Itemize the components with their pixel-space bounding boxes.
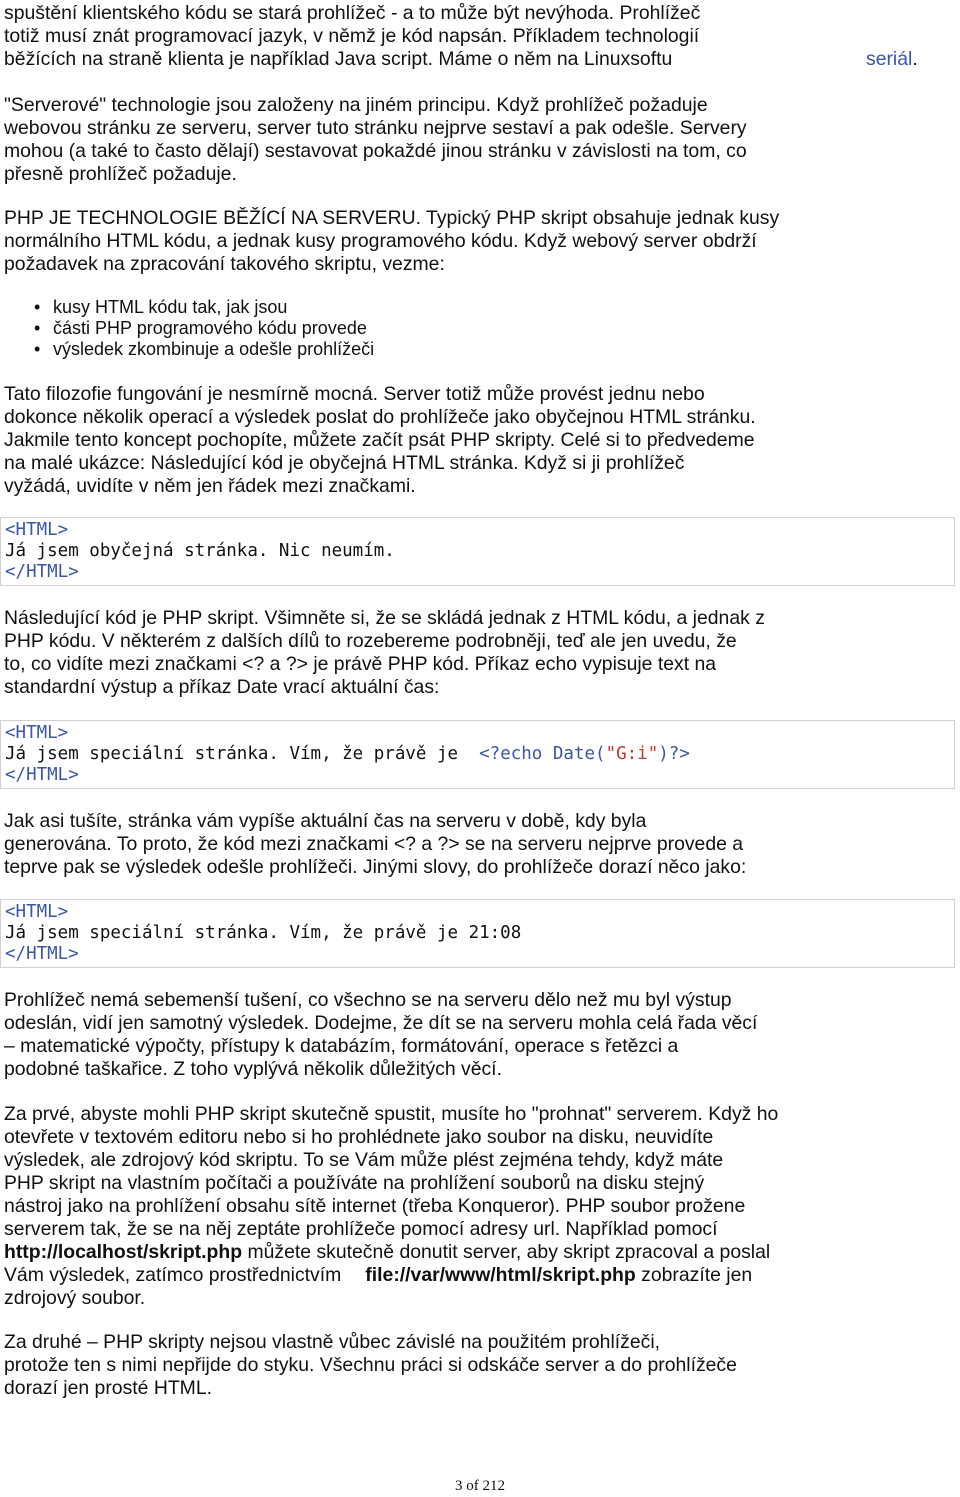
- list-item: • kusy HTML kódu tak, jak jsou: [0, 297, 374, 318]
- text-line: Prohlížeč nemá sebemenší tušení, co všechno se na serveru dělo než mu byl výstup: [4, 989, 732, 1011]
- text-line: teprve pak se výsledek odešle prohlížeči. Jinými slovy, do prohlížeče dorazí něco jako:: [4, 856, 747, 878]
- text-line: na malé ukázce: Následující kód je obyčejná HTML stránka. Když si ji prohlížeč: [4, 452, 685, 474]
- code-body: Já jsem speciální stránka. Vím, že právě je: [5, 744, 480, 764]
- text-line: "Serverové" technologie jsou založeny na jiném principu. Když prohlížeč požaduje: [4, 94, 708, 116]
- text-line: [4, 1264, 950, 1287]
- file-url: file://var/www/html/skript.php: [365, 1264, 636, 1286]
- text-line: požadavek na zpracování takového skriptu, vezme:: [4, 253, 445, 275]
- paragraph-client-side: [4, 2, 950, 71]
- paragraph-php-script: [4, 607, 950, 699]
- text-line: zdrojový soubor.: [4, 1287, 146, 1309]
- text-line: normálního HTML kódu, a jednak kusy programového kódu. Když webový server obdrží: [4, 230, 757, 252]
- code-open-tag: <HTML>: [5, 520, 69, 540]
- text-line: PHP kódu. V některém z dalších dílů to rozebereme podrobněji, teď ale jen uvedu, že: [4, 630, 737, 652]
- text-line: serverem tak, že se na něj zeptáte prohlížeče pomocí adresy url. Například pomocí: [4, 1218, 718, 1240]
- php-close: )?>: [658, 744, 690, 764]
- text-line: – matematické výpočty, přístupy k databázím, formátování, operace s řetězci a: [4, 1035, 679, 1057]
- text-line: Za prvé, abyste mohli PHP skript skutečně spustit, musíte ho "prohnat" serverem. Když ho: [4, 1103, 779, 1125]
- text-line: dokonce několik operací a výsledek poslat do prohlížeče jako obyčejnou HTML stránku.: [4, 406, 756, 428]
- text-line: protože ten s nimi nepřijde do styku. Všechnu práci si odskáče server a do prohlížeče: [4, 1354, 737, 1376]
- paragraph-server-technologies: [4, 94, 950, 186]
- bullet-list: [0, 297, 374, 360]
- text-line: Jakmile tento koncept pochopíte, můžete začít psát PHP skripty. Celé si to předvedeme: [4, 429, 755, 451]
- text-line: podobné taškařice. Z toho vyplývá několik důležitých věcí.: [4, 1058, 502, 1080]
- paragraph-php-on-server: [4, 207, 950, 276]
- code-body: Já jsem obyčejná stránka. Nic neumím.: [5, 541, 395, 561]
- text-line: PHP JE TECHNOLOGIE BĚŽÍCÍ NA SERVERU. Typický PHP skript obsahuje jednak kusy: [4, 207, 780, 229]
- text-line: Jak asi tušíte, stránka vám vypíše aktuální čas na serveru v době, kdy byla: [4, 810, 647, 832]
- text-line: standardní výstup a příkaz Date vrací aktuální čas:: [4, 676, 440, 698]
- code-close-tag: </HTML>: [5, 562, 79, 582]
- code-open-tag: <HTML>: [5, 902, 69, 922]
- list-item: • části PHP programového kódu provede: [0, 318, 374, 339]
- serial-link-text[interactable]: seriál: [866, 48, 913, 70]
- text-line: dorazí jen prosté HTML.: [4, 1377, 212, 1399]
- code-open-tag: <HTML>: [5, 723, 69, 743]
- text-line: nástroj jako na prohlížení obsahu sítě internet (třeba Konqueror). PHP soubor prožene: [4, 1195, 746, 1217]
- paragraph-output-explained: [4, 810, 950, 879]
- code-close-tag: </HTML>: [5, 765, 79, 785]
- localhost-url: http://localhost/skript.php: [4, 1241, 243, 1263]
- text-line: vyžádá, uvidíte v něm jen řádek mezi značkami.: [4, 475, 416, 497]
- paragraph-browser-unaware: [4, 989, 950, 1081]
- text-line-rest: zobrazíte jen: [635, 1264, 753, 1286]
- text-line: mohou (a také to často dělají) sestavovat pokaždé jinou stránku v závislosti na tom, co: [4, 140, 747, 162]
- text-line: Za druhé – PHP skripty nejsou vlastně vůbec závislé na použitém prohlížeči,: [4, 1331, 661, 1353]
- text-line: [4, 1241, 950, 1264]
- text-line: odeslán, vidí jen samotný výsledek. Dodejme, že dít se na serveru mohla celá řada věcí: [4, 1012, 758, 1034]
- text-line: otevřete v textovém editoru nebo si ho prohlédnete jako soubor na disku, neuvidíte: [4, 1126, 714, 1148]
- text-line: totiž musí znát programovací jazyk, v němž je kód napsán. Příkladem technologií: [4, 25, 700, 47]
- text-line-start: běžících na straně klienta je například Java script. Máme o něm na Linuxsoftu: [4, 48, 673, 70]
- text-line: PHP skript na vlastním počítači a používáte na prohlížení souborů na disku stejný: [4, 1172, 705, 1194]
- paragraph-first-point: [4, 1103, 950, 1310]
- text-line: to, co vidíte mezi značkami <? a ?> je právě PHP kód. Příkaz echo vypisuje text na: [4, 653, 717, 675]
- text-line: webovou stránku ze serveru, server tuto stránku nejprve sestaví a pak odešle. Servery: [4, 117, 747, 139]
- text-line: spuštění klientského kódu se stará prohlížeč - a to může být nevýhoda. Prohlížeč: [4, 2, 701, 24]
- period: .: [912, 48, 918, 70]
- paragraph-philosophy: [4, 383, 950, 498]
- text-line: výsledek, ale zdrojový kód skriptu. To se Vám může plést zejména tehdy, když máte: [4, 1149, 724, 1171]
- php-open-echo: <?echo: [479, 744, 543, 764]
- text-line-start: Vám výsledek, zatímco prostřednictvím: [4, 1264, 342, 1286]
- text-line: generována. To proto, že kód mezi značkami <? a ?> se na serveru nejprve provede a: [4, 833, 744, 855]
- serial-link[interactable]: [866, 48, 918, 71]
- code-block-result: [0, 899, 955, 968]
- paragraph-second-point: [4, 1331, 950, 1400]
- text-line: Následující kód je PHP skript. Všimněte si, že se skládá jednak z HTML kódu, a jednak z: [4, 607, 765, 629]
- page-number: 3 of 212: [455, 1478, 505, 1494]
- code-body: Já jsem speciální stránka. Vím, že právě je 21:08: [5, 923, 522, 943]
- code-block-php: [0, 720, 955, 789]
- code-block-html: [0, 517, 955, 586]
- text-line-rest: můžete skutečně donutit server, aby skript zpracoval a poslal: [242, 1241, 771, 1263]
- code-close-tag: </HTML>: [5, 944, 79, 964]
- text-line: [4, 48, 950, 71]
- text-line: Tato filozofie fungování je nesmírně mocná. Server totiž může provést jednu nebo: [4, 383, 705, 405]
- php-string: "G:i": [605, 744, 659, 764]
- list-item: • výsledek zkombinuje a odešle prohlížeči: [0, 339, 374, 360]
- php-date-call: Date(: [542, 744, 606, 764]
- text-line: přesně prohlížeč požaduje.: [4, 163, 237, 185]
